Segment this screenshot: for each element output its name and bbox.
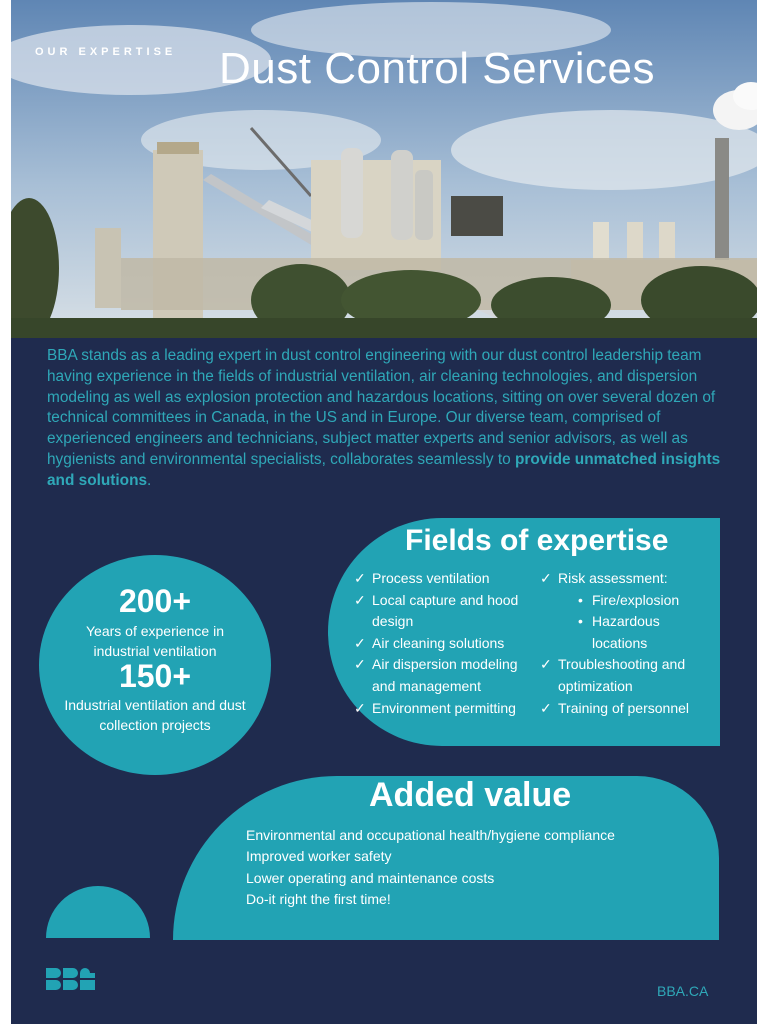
page-title: Dust Control Services <box>219 44 655 93</box>
added-value-card <box>173 776 719 940</box>
added-value-item: Lower operating and maintenance costs <box>246 869 495 886</box>
stat-projects-label: Industrial ventilation and dust collection projects <box>64 697 246 733</box>
checkmark-icon: ✓ <box>540 656 552 673</box>
checkmark-icon: ✓ <box>354 656 366 673</box>
expertise-subitem-label: Fire/explosion <box>592 591 680 608</box>
checkmark-icon: ✓ <box>354 634 366 651</box>
added-value-title: Added value <box>369 776 572 814</box>
bullet-icon: • <box>578 613 583 630</box>
expertise-column-2 <box>540 568 720 719</box>
decorative-semicircle <box>46 886 150 938</box>
expertise-item <box>354 654 544 697</box>
website-link[interactable]: BBA.CA <box>657 983 709 999</box>
expertise-item-label: Local capture and hood design <box>372 591 519 630</box>
bba-logo <box>46 968 96 1003</box>
intro-paragraph <box>47 346 727 492</box>
expertise-item-label: Troubleshooting and optimization <box>558 656 686 694</box>
expertise-item <box>540 654 720 697</box>
expertise-item <box>540 698 720 720</box>
expertise-item <box>540 568 720 590</box>
intro-highlight: provide unmatched insights and solutions <box>47 450 721 489</box>
bullet-icon: • <box>578 591 583 608</box>
expertise-item <box>354 590 544 633</box>
stat-years-label: Years of experience in industrial ventilation <box>85 623 225 659</box>
eyebrow-label: OUR EXPERTISE <box>35 46 177 58</box>
expertise-item-label: Process ventilation <box>372 570 490 586</box>
expertise-item <box>354 698 544 720</box>
content-panel <box>11 338 757 1024</box>
checkmark-icon: ✓ <box>540 699 552 716</box>
expertise-subitem-label: Hazardous locations <box>592 613 660 651</box>
intro-end: . <box>147 471 152 489</box>
expertise-column-1 <box>354 568 544 719</box>
bba-logo-mark <box>46 968 96 998</box>
checkmark-icon: ✓ <box>540 570 552 586</box>
expertise-item-label: Risk assessment: <box>558 570 668 586</box>
added-value-item: Environmental and occupational health/hygiene compliance <box>246 827 615 843</box>
added-value-item: Improved worker safety <box>246 848 392 865</box>
industrial-plant-photo <box>11 0 757 338</box>
expertise-item-label: Air cleaning solutions <box>372 634 505 651</box>
stat-years-value: 200+ <box>118 583 192 619</box>
stat-projects-value: 150+ <box>118 658 192 694</box>
fields-title: Fields of expertise <box>405 524 669 557</box>
expertise-item <box>354 633 544 655</box>
added-value-item: Do-it right the first time! <box>246 891 391 908</box>
intro-text: BBA stands as a leading expert in dust control engineering with our dust control leadership team having experience in the fields of industrial ventilation, air cleaning technologies, and dispersion modeling as well as explosion protection and hazardous locations, sitting on over several dozen of technical committees in Canada, in the US and in Europe. Our diverse team, comprised of experienced engineers and technicians, subject matter experts and senior advisors, as well as hygienists and environmental specialists, collaborates seamlessly to <box>47 347 716 468</box>
expertise-subitem <box>578 611 720 654</box>
expertise-subitem <box>578 590 720 612</box>
checkmark-icon: ✓ <box>354 591 366 608</box>
added-value-list <box>246 825 615 911</box>
expertise-item <box>354 568 544 590</box>
expertise-item-label: Training of personnel <box>558 699 690 716</box>
checkmark-icon: ✓ <box>354 699 366 716</box>
fields-of-expertise-card <box>328 518 720 746</box>
stats-circle <box>39 555 271 775</box>
expertise-item-label: Air dispersion modeling and management <box>372 656 518 694</box>
checkmark-icon: ✓ <box>354 570 366 586</box>
expertise-item-label: Environment permitting <box>372 699 516 716</box>
